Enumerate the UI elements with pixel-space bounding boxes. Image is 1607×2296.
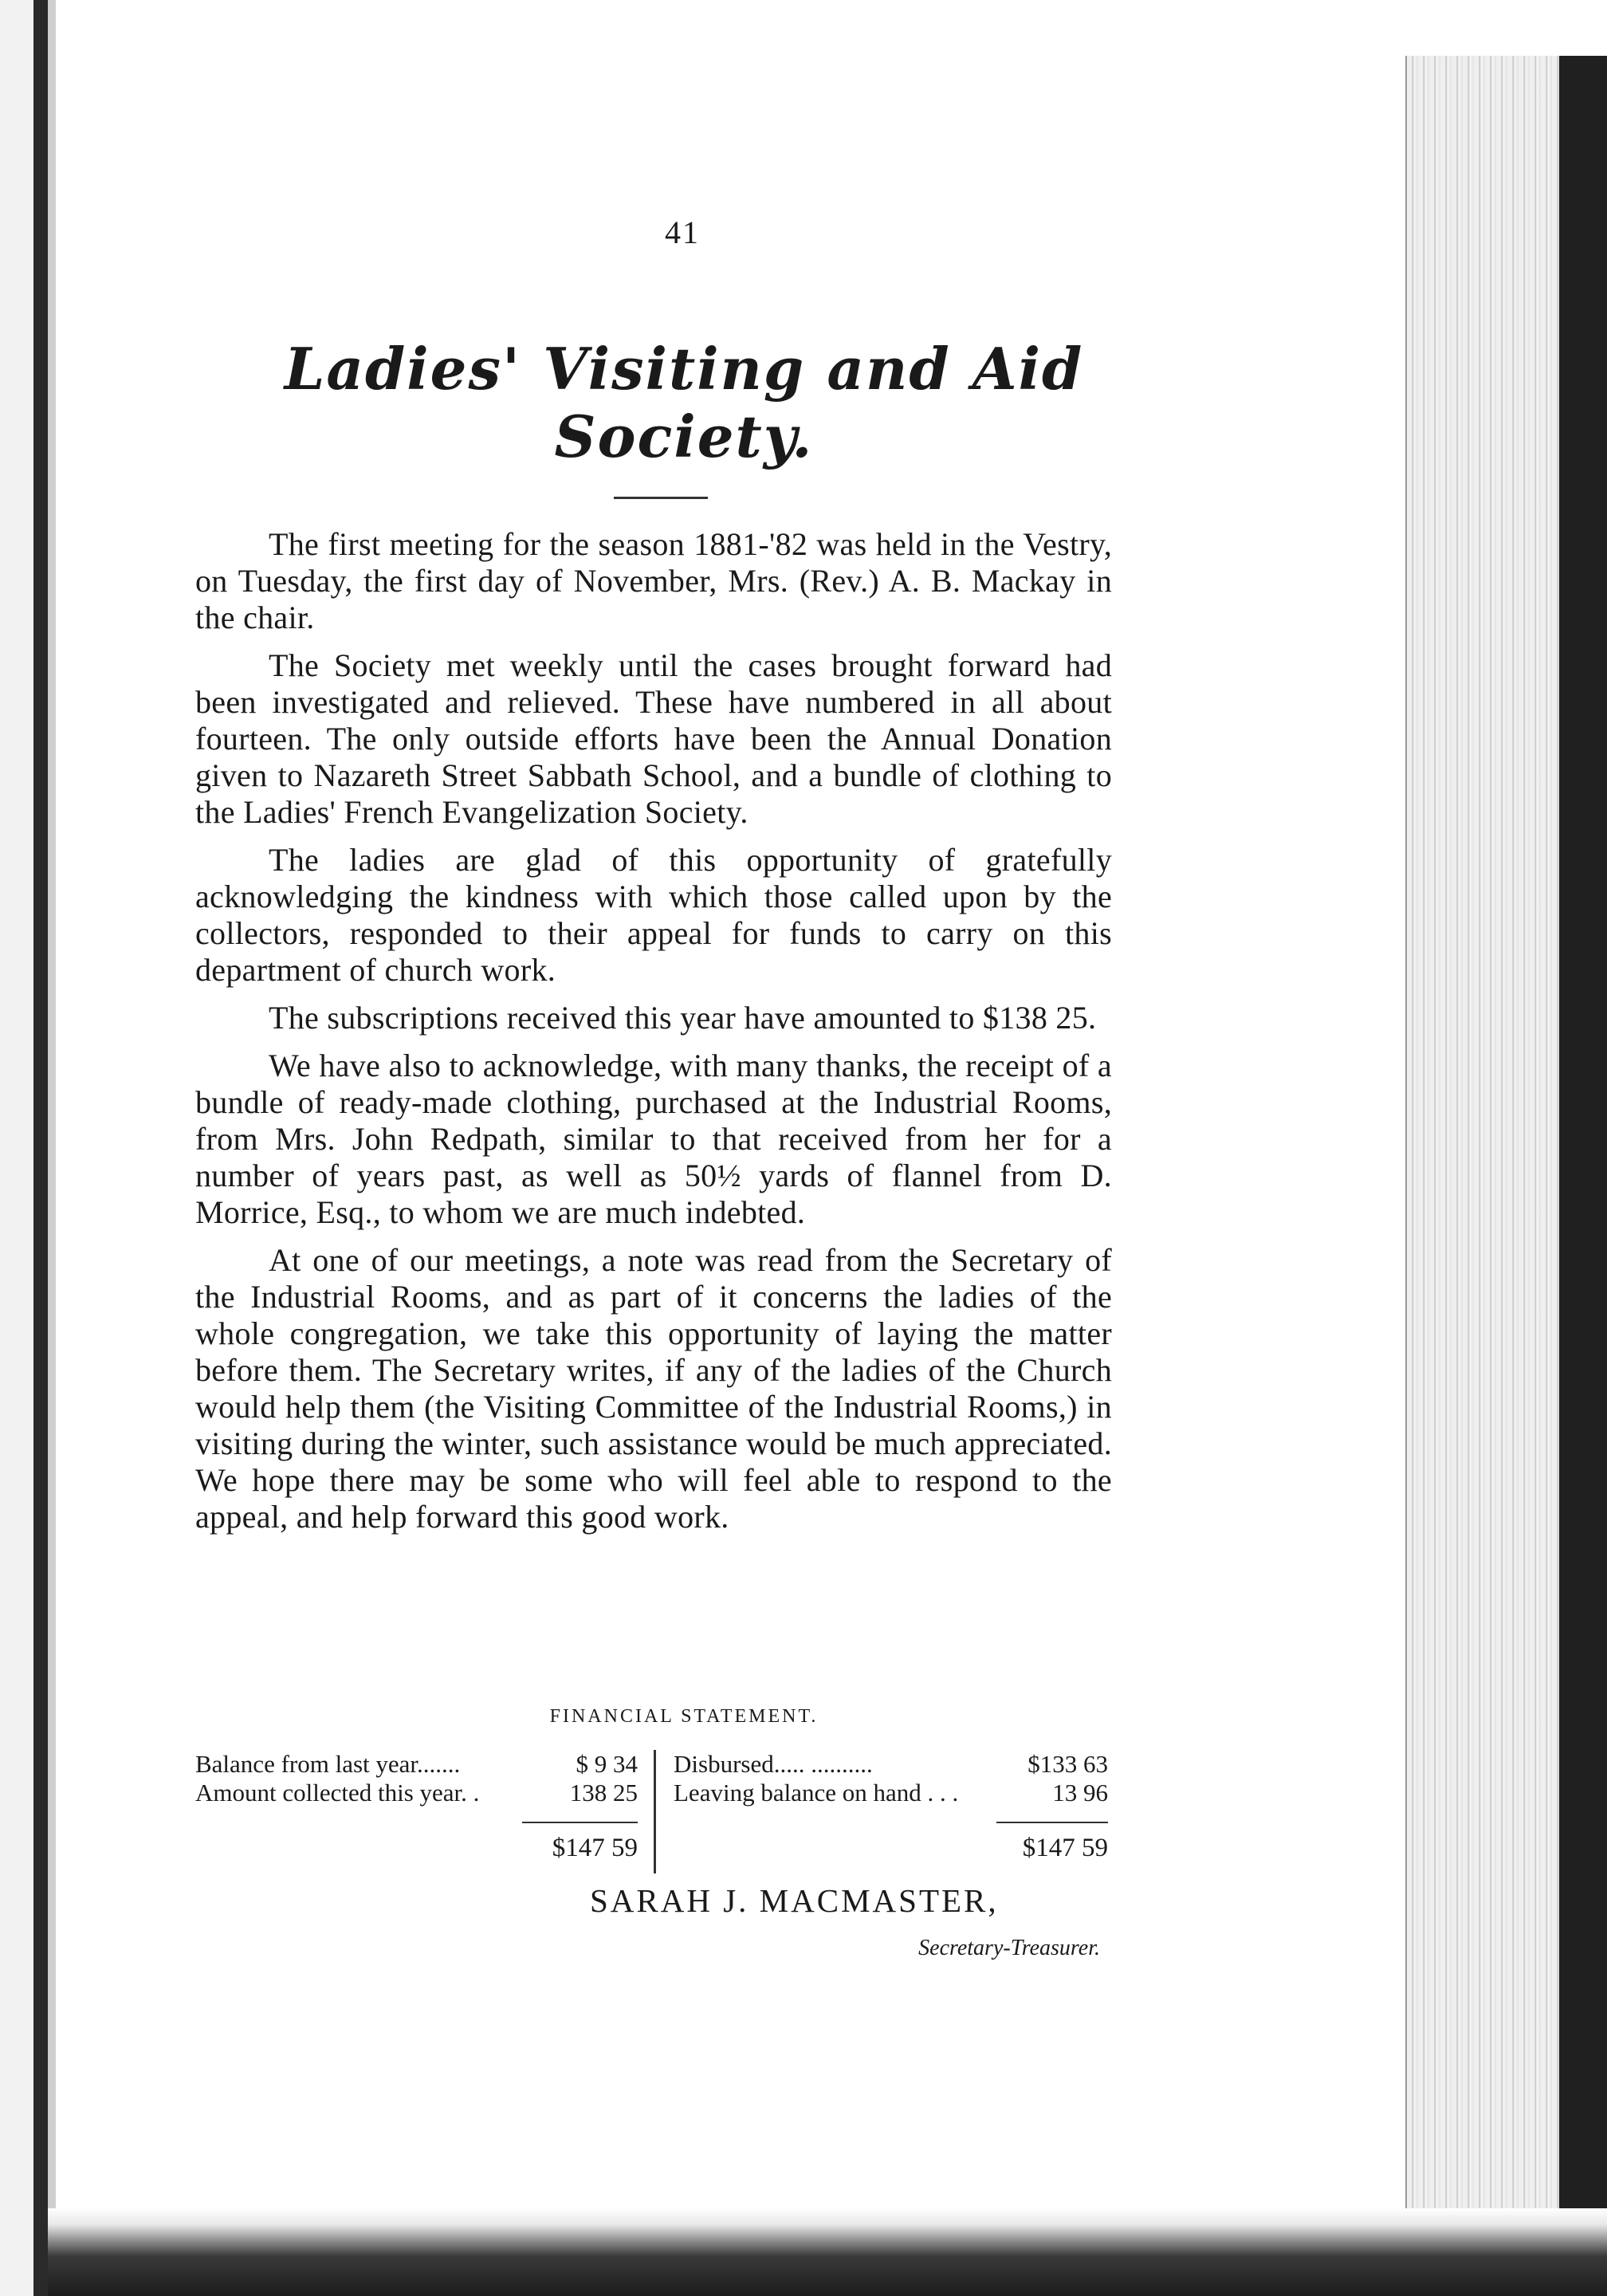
body-text [195, 526, 1112, 1547]
disbursement-label: Leaving balance on hand . . . [674, 1779, 959, 1807]
disbursement-row [674, 1750, 1108, 1779]
statement-divider [654, 1750, 656, 1873]
paragraph: The first meeting for the season 1881-'82 was held in the Vestry, on Tuesday, the first day of November, Mrs. (Rev.) A. B. Mackay in the chair. [195, 526, 1112, 635]
receipt-label: Balance from last year....... [195, 1750, 461, 1778]
receipt-row [195, 1779, 638, 1807]
book-cover-edge [1559, 56, 1607, 2224]
signature-role: Secretary-Treasurer. [918, 1936, 1100, 1960]
disbursement-amount: 13 96 [1052, 1779, 1108, 1807]
receipts-column [195, 1750, 638, 1807]
disbursement-row [674, 1779, 1108, 1807]
signature-name: SARAH J. MACMASTER, [590, 1882, 999, 1919]
book-bottom-edge [48, 2208, 1607, 2296]
receipts-sum-rule [522, 1822, 638, 1823]
receipt-amount: 138 25 [569, 1779, 638, 1807]
disbursements-total: $147 59 [1022, 1834, 1108, 1862]
paragraph: The Society met weekly until the cases brought forward had been investigated and relieved. These have numbered in all about fourteen. The only outside efforts have been the Annual Donation given to Nazareth Street Sabbath School, and a bundle of clothing to the Ladies' French Evangelization Society. [195, 647, 1112, 830]
paragraph: The ladies are glad of this opportunity of gratefully acknowledging the kindness with which those called upon by the collectors, responded to their appeal for funds to carry on this department of church work. [195, 842, 1112, 988]
disbursements-sum-rule [996, 1822, 1108, 1823]
title-rule [614, 497, 708, 499]
receipts-total: $147 59 [552, 1834, 638, 1862]
book-spine-left [0, 0, 48, 2296]
page-title: Ladies' Visiting and Aid Society. [284, 335, 1084, 470]
receipt-amount: $ 9 34 [576, 1750, 638, 1778]
page-number: 41 [665, 214, 700, 250]
paragraph: At one of our meetings, a note was read from the Secretary of the Industrial Rooms, and as part of it concerns the ladies of the whole congregation, we take this opportunity of laying the matter before them. The Secretary writes, if any of the ladies of the Church would help them (the Visiting Committee of the Industrial Rooms,) in visiting during the winter, such assistance would be much appreciated. We hope there may be some who will feel able to respond to the appeal, and help forward this good work. [195, 1242, 1112, 1535]
paragraph: We have also to acknowledge, with many thanks, the receipt of a bundle of ready-made clothing, purchased at the Industrial Rooms, from Mrs. John Redpath, similar to that received from her for a number of years past, as well as 50½ yards of flannel from D. Morrice, Esq., to whom we are much indebted. [195, 1048, 1112, 1230]
paragraph: The subscriptions received this year have amounted to $138 25. [269, 1000, 1097, 1036]
disbursement-amount: $133 63 [1027, 1750, 1108, 1778]
financial-statement-heading: FINANCIAL STATEMENT. [549, 1706, 819, 1727]
disbursement-label: Disbursed..... .......... [674, 1750, 873, 1778]
receipt-row [195, 1750, 638, 1779]
disbursements-column [674, 1750, 1108, 1807]
book-gutter [48, 0, 56, 2296]
receipt-label: Amount collected this year. . [195, 1779, 480, 1807]
